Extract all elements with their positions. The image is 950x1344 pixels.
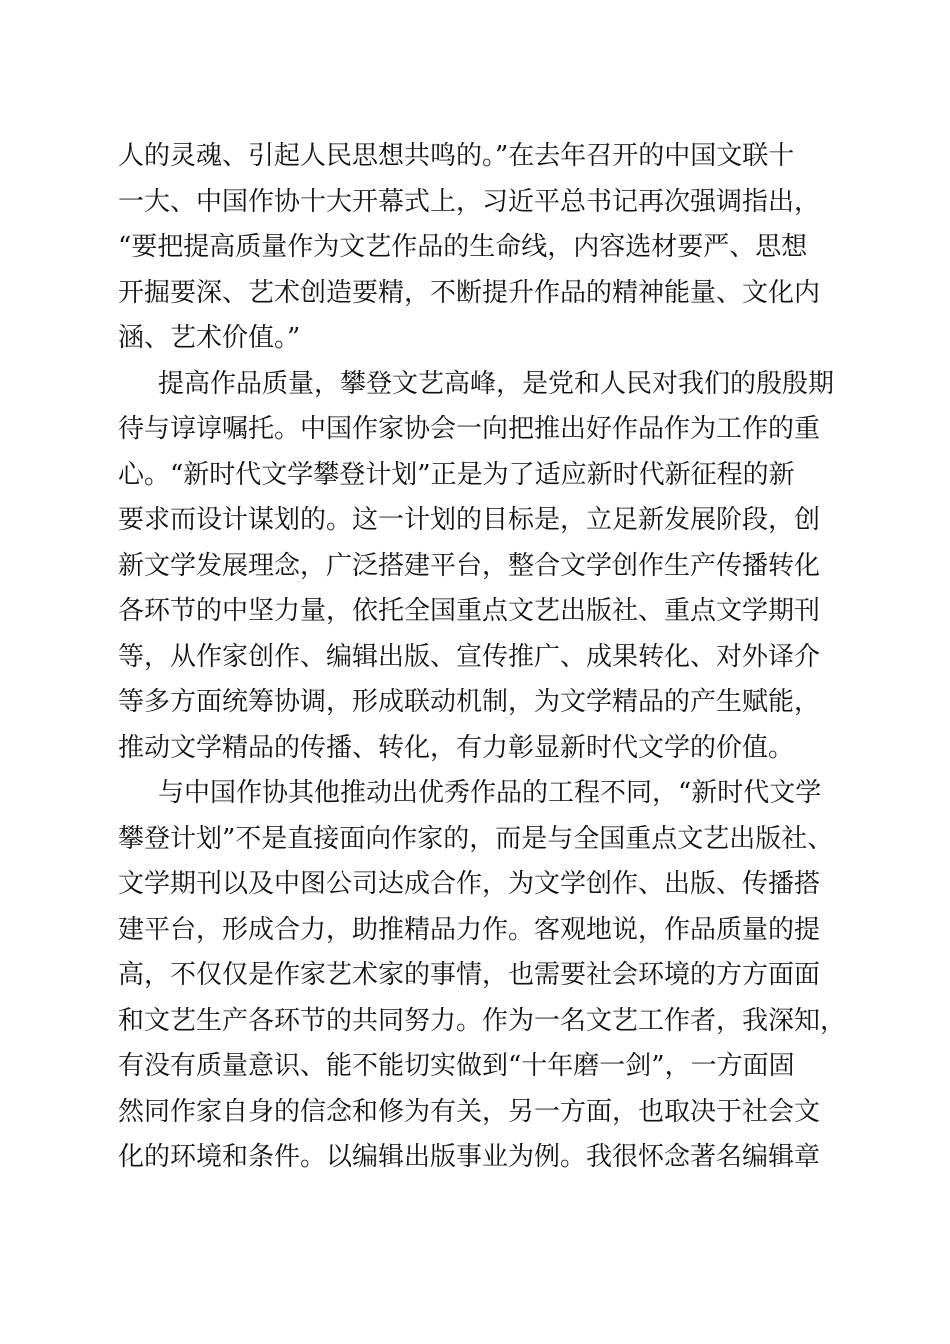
body-text	[118, 134, 847, 1181]
text-line: 涵、艺术价值。”	[118, 323, 301, 353]
paragraph-start-line: 提高作品质量，攀登文艺高峰，是党和人民对我们的殷殷期	[158, 368, 835, 399]
text-line: 和文艺生产各环节的共同努力。作为一名文艺工作者，我深知，	[118, 1005, 847, 1036]
text-line: 开掘要深、艺术创造要精，不断提升作品的精神能量、文化内	[118, 277, 821, 308]
text-line: 推动文学精品的传播、转化，有力彰显新时代文学的价值。	[118, 732, 795, 763]
text-line: 各环节的中坚力量，依托全国重点文艺出版社、重点文学期刊	[118, 596, 821, 626]
text-line: 高，不仅仅是作家艺术家的事情，也需要社会环境的方方面面	[118, 960, 821, 990]
text-line: 化的环境和条件。以编辑出版事业为例。我很怀念著名编辑章	[118, 1142, 821, 1172]
text-line: 要求而设计谋划的。这一计划的目标是，立足新发展阶段，创	[118, 505, 821, 535]
text-line: 待与谆谆嘱托。中国作家协会一向把推出好作品作为工作的重	[118, 414, 821, 444]
paragraph-start-line: 与中国作协其他推动出优秀作品的工程不同，“新时代文学	[158, 778, 822, 808]
text-line: 等多方面统筹协调，形成联动机制，为文学精品的产生赋能，	[118, 687, 821, 717]
text-line: 攀登计划”不是直接面向作家的，而是与全国重点文艺出版社、	[118, 823, 834, 854]
text-line: 一大、中国作协十大开幕式上，习近平总书记再次强调指出，	[118, 186, 821, 217]
text-line: 人的灵魂、引起人民思想共鸣的。”在去年召开的中国文联十	[118, 141, 795, 171]
text-line: 等，从作家创作、编辑出版、宣传推广、成果转化、对外译介	[118, 641, 821, 672]
text-line: 然同作家自身的信念和修为有关，另一方面，也取决于社会文	[118, 1096, 821, 1127]
text-line: 新文学发展理念，广泛搭建平台，整合文学创作生产传播转化	[118, 550, 821, 581]
text-line: 心。“新时代文学攀登计划”正是为了适应新时代新征程的新	[118, 459, 795, 490]
text-line: 有没有质量意识、能不能切实做到“十年磨一剑”，一方面固	[118, 1051, 795, 1081]
text-line: 建平台，形成合力，助推精品力作。客观地说，作品质量的提	[118, 914, 821, 945]
text-line: 文学期刊以及中图公司达成合作，为文学创作、出版、传播搭	[118, 869, 821, 899]
text-line: “要把提高质量作为文艺作品的生命线，内容选材要严、思想	[118, 232, 808, 262]
